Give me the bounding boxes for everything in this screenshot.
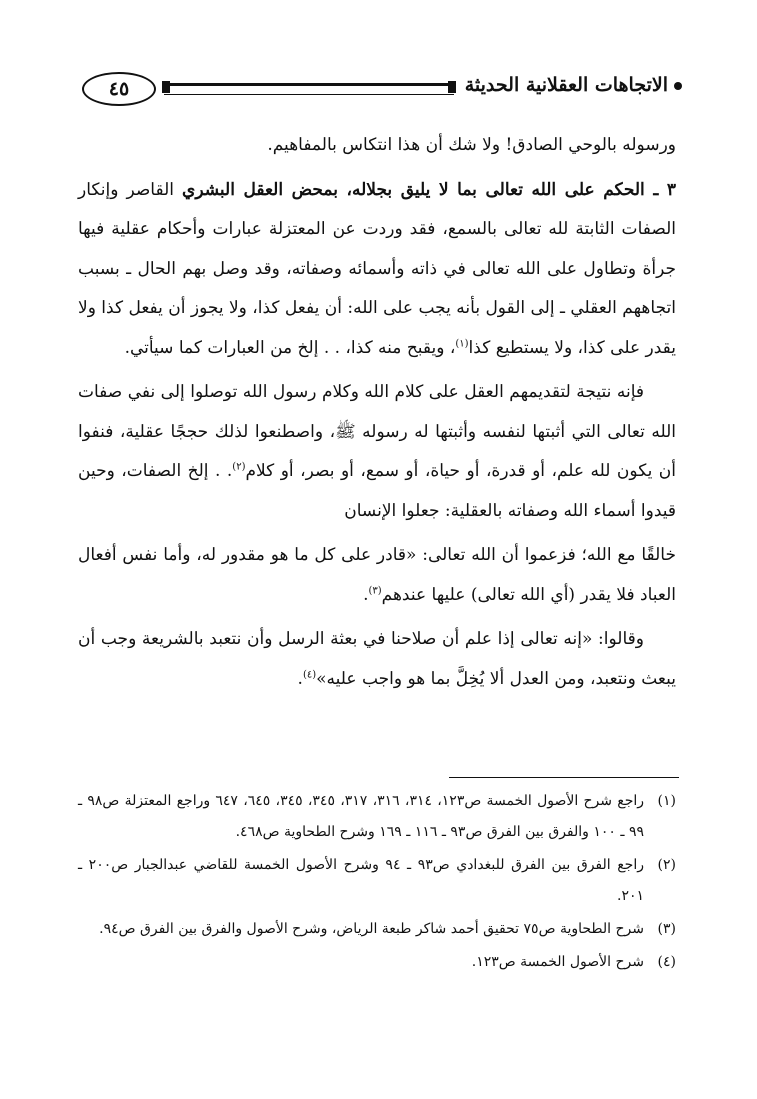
footnote-text: شرح الأصول الخمسة ص١٢٣. xyxy=(471,954,644,970)
paragraph-text: . xyxy=(297,668,303,689)
header-title-wrap xyxy=(465,74,682,96)
header-rule xyxy=(164,83,454,95)
paragraph-quote xyxy=(78,620,676,699)
paragraph-text: خالقًا مع الله؛ فزعموا أن الله تعالى: «قادر على كل ما هو مقدور له، وأما نفس أفعال العباد فلا يقدر (أي الله تعالى) عليها عندهم xyxy=(78,545,676,605)
point-heading: ٣ ـ الحكم على الله تعالى بما لا يليق بجلاله، بمحض العقل البشري xyxy=(182,179,677,200)
footnote-text: شرح الطحاوية ص٧٥ تحقيق أحمد شاكر طبعة الرياض، وشرح الأصول والفرق بين الفرق ص٩٤. xyxy=(99,921,644,937)
paragraph-text: فإنه نتيجة لتقديمهم العقل على كلام الله وكلام رسول الله توصلوا إلى نفي صفات الله تعالى التي أثبتها لنفسه وأثبتها له رسوله ﷺ، واصطنعوا لذلك حججًا عقلية، فنفوا أن يكون لله علم، أو قدرة، أو حياة، أو سمع، أو بصر، أو كلام xyxy=(78,382,676,481)
bullet-icon xyxy=(674,82,682,90)
footnote-number: (٣) xyxy=(657,921,676,937)
footnote-number: (١) xyxy=(657,793,676,809)
header-title: الاتجاهات العقلانية الحديثة xyxy=(464,74,668,96)
footnote-item xyxy=(78,914,676,945)
footnote-item xyxy=(78,786,676,848)
main-text xyxy=(78,126,676,699)
paragraph-text: . . إلخ الصفات، وحين قيدوا أسماء الله وصفاته بالعقلية: جعلوا الإنسان xyxy=(78,461,676,521)
running-header xyxy=(82,72,682,112)
paragraph-text: . xyxy=(363,584,369,605)
footnote-separator xyxy=(449,777,679,778)
paragraph-text: وقالوا: «إنه تعالى إذا علم أن صلاحنا في بعثة الرسل وأن نتعبد بالشريعة وجب أن يبعث ونتعبد، ومن العدل ألا يُخِلَّ بما هو واجب عليه» xyxy=(78,629,676,689)
footnote-ref: (٤) xyxy=(302,668,317,680)
page-number: ٤٥ xyxy=(82,72,156,106)
footnotes xyxy=(78,786,676,980)
footnote-ref: (٣) xyxy=(368,584,382,596)
paragraph-creator xyxy=(78,536,676,615)
paragraph-text: ورسوله بالوحي الصادق! ولا شك أن هذا انتكاس بالمفاهيم. xyxy=(267,135,676,155)
footnote-text: راجع شرح الأصول الخمسة ص١٢٣، ٣١٤، ٣١٦، ٣١٧، ٣٤٥، ٣٤٥، ٦٤٥، ٦٤٧ وراجع المعتزلة ص٩٨ ـ ٩٩ ـ ١٠٠ والفرق بين الفرق ص٩٣ ـ ١١٦ ـ ١٦٩ وشرح الطحاوية ص٤٦٨. xyxy=(78,793,645,840)
rule-end-left xyxy=(162,81,170,93)
footnote-ref: (٢) xyxy=(232,461,246,473)
footnote-text: راجع الفرق بين الفرق للبغدادي ص٩٣ ـ ٩٤ وشرح الأصول الخمسة للقاضي عبدالجبار ص٢٠٠ ـ ٢٠١. xyxy=(78,857,644,904)
paragraph-text: ، ويقبح منه كذا، . . إلخ من العبارات كما سيأتي. xyxy=(124,337,456,358)
paragraph-text: القاصر وإنكار الصفات الثابتة لله تعالى بالسمع، فقد وردت عن المعتزلة عبارات وأحكام عقلية فيها جرأة وتطاول على الله تعالى في ذاته وأسمائه وصفاته، وقد وصل بهم الحال ـ بسبب اتجاههم العقلي ـ إلى القول بأنه يجب على الله: أن يفعل كذا، ولا يجوز أن يفعل كذا ولا يقدر على كذا، ولا يستطيع كذا xyxy=(78,179,676,358)
footnote-number: (٤) xyxy=(657,954,676,970)
footnote-ref: (١) xyxy=(455,337,469,349)
footnote-item xyxy=(78,947,676,978)
paragraph-point-3 xyxy=(78,171,676,369)
footnote-item xyxy=(78,850,676,912)
paragraph-continuation xyxy=(78,126,676,166)
paragraph-result xyxy=(78,373,676,531)
footnote-number: (٢) xyxy=(657,857,676,873)
rule-end-right xyxy=(448,81,456,93)
